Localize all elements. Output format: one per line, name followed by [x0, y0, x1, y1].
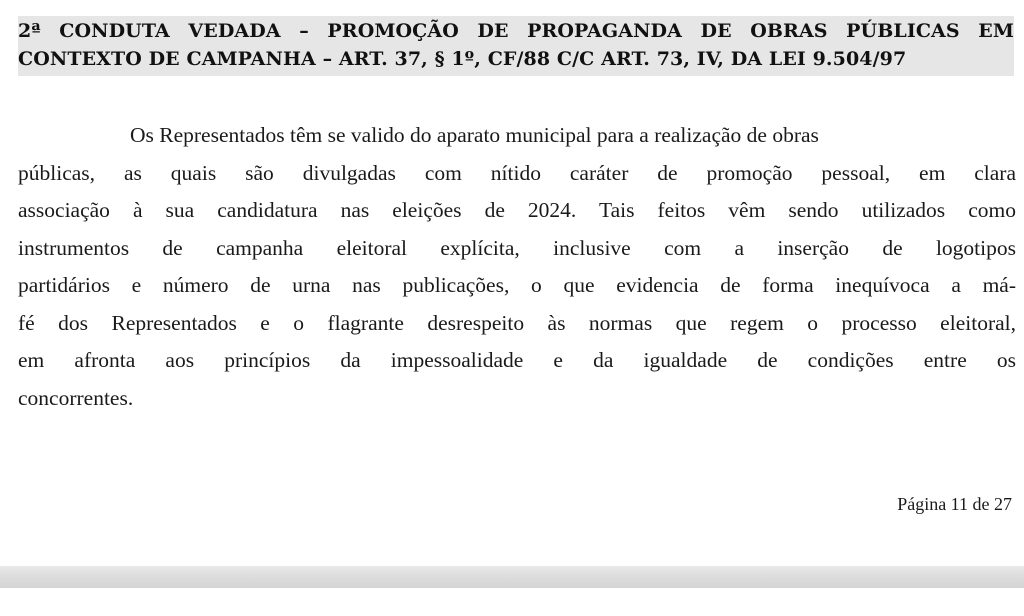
section-heading: [18, 16, 1014, 76]
paragraph-line: instrumentos de campanha eleitoral explícita, inclusive com a inserção de logotipos: [18, 235, 1016, 260]
next-page-top: [0, 588, 1024, 616]
paragraph-line: fé dos Representados e o flagrante desrespeito às normas que regem o processo eleitoral,: [18, 310, 1016, 335]
page-number: Página 11 de 27: [897, 494, 1012, 514]
body-paragraph: [18, 117, 1016, 417]
paragraph-line: públicas, as quais são divulgadas com nítido caráter de promoção pessoal, em clara: [18, 160, 1016, 185]
paragraph-line: em afronta aos princípios da impessoalidade e da igualdade de condições entre os: [18, 348, 1016, 372]
paragraph-line: concorrentes.: [18, 385, 134, 410]
paragraph-line: Os Representados têm se valido do aparato municipal para a realização de obras: [130, 123, 819, 147]
section-heading-line-1: 2ª CONDUTA VEDADA – PROMOÇÃO DE PROPAGANDA DE OBRAS PÚBLICAS EM: [18, 20, 1014, 42]
paragraph-line: associação à sua candidatura nas eleições de 2024. Tais feitos vêm sendo utilizados como: [18, 198, 1016, 222]
paragraph-line: partidários e número de urna nas publicações, o que evidencia de forma inequívoca a má-: [18, 273, 1016, 297]
page-separator: [0, 566, 1024, 588]
section-heading-line-2: CONTEXTO DE CAMPANHA – ART. 37, § 1º, CF/88 C/C ART. 73, IV, DA LEI 9.504/97: [18, 48, 907, 70]
